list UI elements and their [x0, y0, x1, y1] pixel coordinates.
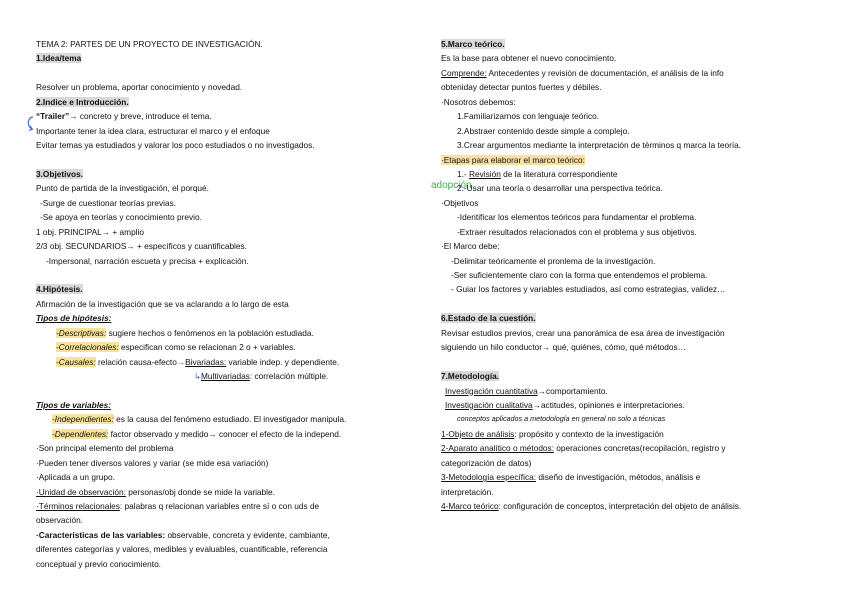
variable-type-row	[36, 427, 416, 441]
section-7-line	[441, 427, 821, 441]
etapa-1-text: de la literatura correspondiente	[500, 168, 618, 179]
hypothesis-type-row	[36, 340, 416, 354]
section-5-line: Es la base para obtener el nuevo conocimiento.	[441, 53, 617, 64]
section-3-line: 2/3 obj. SECUNDARIOS→ + específicos y cuantificables.	[36, 241, 247, 252]
curved-arrow-icon	[26, 116, 36, 132]
arrow-right-icon: →	[176, 356, 186, 367]
cuantitativa-text: →comportamiento.	[537, 385, 608, 396]
section-2-line: Importante tener la idea clara, estructurar el marco y el enfoque	[36, 125, 270, 136]
section-5-line: ·El Marco debe:	[441, 241, 500, 252]
section-6-heading: 6.Estado de la cuestión.	[441, 313, 536, 324]
section-7-line	[441, 470, 821, 484]
section-3-line: -Surge de cuestionar teorías previas.	[40, 197, 177, 208]
left-column	[36, 37, 416, 571]
metodologia-especifica-text: diseño de investigación, métodos, análisis e	[536, 472, 701, 483]
section-4-line: ·Pueden tener diversos valores y variar (se mide esa variación)	[36, 457, 269, 468]
section-4-line: ·Son principal elemento del problema	[36, 443, 174, 454]
cualitativa-label: Investigación cualitativa	[445, 399, 533, 410]
section-2-line	[36, 109, 416, 123]
doc-title: TEMA 2: PARTES DE UN PROYECTO DE INVESTIGACIÓN.	[36, 39, 263, 49]
section-5-line: -Extraer resultados relacionados con el problema y sus objetivos.	[457, 226, 697, 237]
section-4-line: conceptual y previo conocimiento.	[36, 558, 161, 569]
caracteristicas-text: observable, concreta y evidente, cambiante,	[165, 529, 330, 540]
correlacionales-label: -Correlacionales:	[56, 342, 119, 353]
hypothesis-type-row	[36, 326, 416, 340]
aparato-analitico-text: operaciones concretas(recopilación, registro y	[554, 443, 726, 454]
multivariadas-label: Multivariadas	[200, 371, 250, 382]
variable-type-row	[36, 412, 416, 426]
section-6-line: Revisar estudios previos, crear una panorámica de esa área de investigación	[441, 327, 725, 338]
section-2-line: Evitar temas ya estudiados y valorar los poco estudiados o no investigados.	[36, 140, 315, 151]
section-5-line: -Identificar los elementos teóricos para fundamentar el problema.	[457, 212, 697, 223]
right-column	[441, 37, 821, 513]
section-7-line	[441, 499, 821, 513]
descriptivas-text: sugiere hechos o fenómenos en la población estudiada.	[106, 327, 314, 338]
multivariadas-text: : correlación múltiple.	[249, 371, 329, 382]
trailer-label: “Trailer”	[36, 111, 70, 122]
comprende-label: Comprende:	[441, 67, 487, 78]
objeto-analisis-label: 1-Objeto de análisis	[441, 428, 515, 439]
section-4-line	[36, 499, 416, 513]
section-5-line: 2.Abstraer contenido desde simple a complejo.	[457, 125, 630, 136]
section-7-line: interpretación.	[441, 486, 494, 497]
section-4-heading: 4.Hipótesis.	[36, 284, 83, 295]
dependientes-label: -Dependientes:	[52, 428, 109, 439]
hypothesis-types-heading: Tipos de hipótesis:	[36, 313, 112, 324]
section-7-heading: 7.Metodología.	[441, 371, 500, 382]
metodologia-especifica-label: 3-Metodología específica:	[441, 472, 537, 483]
section-3-heading: 3.Objetivos.	[36, 168, 84, 179]
section-5-heading: 5.Marco teórico.	[441, 39, 505, 49]
objeto-analisis-text: : propósito y contexto de la investigación	[514, 428, 664, 439]
handwritten-note-adopcion: adopción	[431, 180, 472, 191]
cualitativa-text: →actitudes, opiniones e interpretaciones.	[532, 399, 685, 410]
section-1-heading: 1.Idea/tema	[36, 53, 82, 64]
section-4-line	[36, 485, 416, 499]
section-3-line: -Se apoya en teorías y conocimiento previo.	[40, 212, 202, 223]
aparato-analitico-label: 2-Aparato analítico o métodos:	[441, 443, 554, 454]
etapa-1-number: 1.-	[457, 168, 469, 179]
section-5-line	[441, 167, 821, 181]
trailer-text: → concreto y breve, introduce el tema.	[69, 111, 212, 122]
section-4-line: Afirmación de la investigación que se va aclarando a lo largo de esta	[36, 298, 289, 309]
section-3-line: -Impersonal, narración escueta y precisa + explicación.	[46, 255, 249, 266]
section-5-line	[441, 66, 821, 80]
cuantitativa-label: Investigación cuantitativa	[445, 385, 538, 396]
correlacionales-text: especifican como se relacionan 2 o + variables.	[118, 342, 296, 353]
hypothesis-type-row	[36, 369, 416, 383]
section-7-line: categorización de datos)	[441, 457, 532, 468]
caracteristicas-label: ·Características de las variables:	[36, 529, 166, 540]
hypothesis-type-row	[36, 355, 416, 369]
section-7-line	[441, 441, 821, 455]
comprende-text: Antecedentes y revisión de documentación, el análisis de la info	[486, 67, 724, 78]
section-5-line: obteniday detectar puntos fuertes y débiles.	[441, 82, 602, 93]
section-5-line: - Guiar los factores y variables estudiados, así como estrategias, validez…	[451, 284, 726, 295]
section-4-line: diferentes categorías y valores, medibles y evaluables, cuantificable, referencia	[36, 544, 328, 555]
section-1-text: Resolver un problema, aportar conocimiento y novedad.	[36, 82, 243, 93]
bivariadas-label: Bivariadas:	[185, 356, 227, 367]
revision-label: Revisión	[469, 168, 501, 179]
unidad-observacion-text: personas/obj donde se mide la variable.	[125, 486, 275, 497]
section-5-line: 2.-Usar una teoría o desarrollar una perspectiva teórica.	[457, 183, 663, 194]
section-3-line: Punto de partida de la investigación, el porqué.	[36, 183, 209, 194]
causales-label: -Causales:	[56, 356, 96, 367]
marco-teorico-text: : configuración de conceptos, interpretación del objeto de análisis.	[498, 501, 742, 511]
dependientes-text: factor observado y medido→ conocer el efecto de la independ.	[108, 428, 342, 439]
section-6-line: siguiendo un hilo conductor→ qué, quiénes, cómo, qué métodos…	[441, 342, 686, 353]
bivariadas-text: variable indep. y dependiente.	[226, 356, 340, 367]
marco-teorico-label: 4-Marco teórico	[441, 501, 499, 511]
descriptivas-label: -Descriptivas:	[56, 327, 107, 338]
section-5-line: 3.Crear argumentos mediante la interpretación de términos q marca la teoría.	[457, 140, 742, 151]
section-4-line	[36, 528, 416, 542]
section-4-line: observación.	[36, 515, 84, 526]
independientes-text: es la causa del fenómeno estudiado. El investigador manipula.	[113, 414, 347, 425]
section-3-line: 1 obj. PRINCIPAL→ + amplio	[36, 226, 144, 237]
arrow-right-icon: ↳	[194, 371, 201, 382]
etapas-heading: ·Etapas para elaborar el marco teórico:	[441, 154, 585, 165]
section-5-line: ·Objetivos	[441, 197, 479, 208]
section-5-line: -Ser suficientemente claro con la forma que entendemos el problema.	[451, 270, 708, 280]
independientes-label: -Independientes:	[52, 414, 114, 425]
causales-text: relación causa-efecto	[95, 356, 177, 367]
section-5-line: ·Nosotros debemos:	[441, 96, 516, 107]
section-5-line: 1.Familiarizarnos con lenguaje teórico.	[457, 111, 600, 122]
terminos-relacionales-label: ·Términos relacionales	[36, 501, 120, 511]
variable-types-heading: Tipos de variables:	[36, 399, 112, 410]
terminos-relacionales-text: : palabras q relacionan variables entre sí o con uds de	[119, 501, 320, 511]
section-2-heading: 2.Indice e Introducción.	[36, 96, 129, 107]
section-5-line: -Delimitar teóricamente el pronlema de la investigación.	[451, 255, 656, 266]
section-4-line: ·Aplicada a un grupo.	[36, 472, 115, 483]
section-7-line	[441, 398, 821, 412]
section-7-note: conceptos aplicados a metodología en general no solo a técnicas	[457, 414, 666, 424]
section-7-line	[441, 384, 821, 398]
unidad-observacion-label: ·Unidad de observación:	[36, 486, 126, 497]
